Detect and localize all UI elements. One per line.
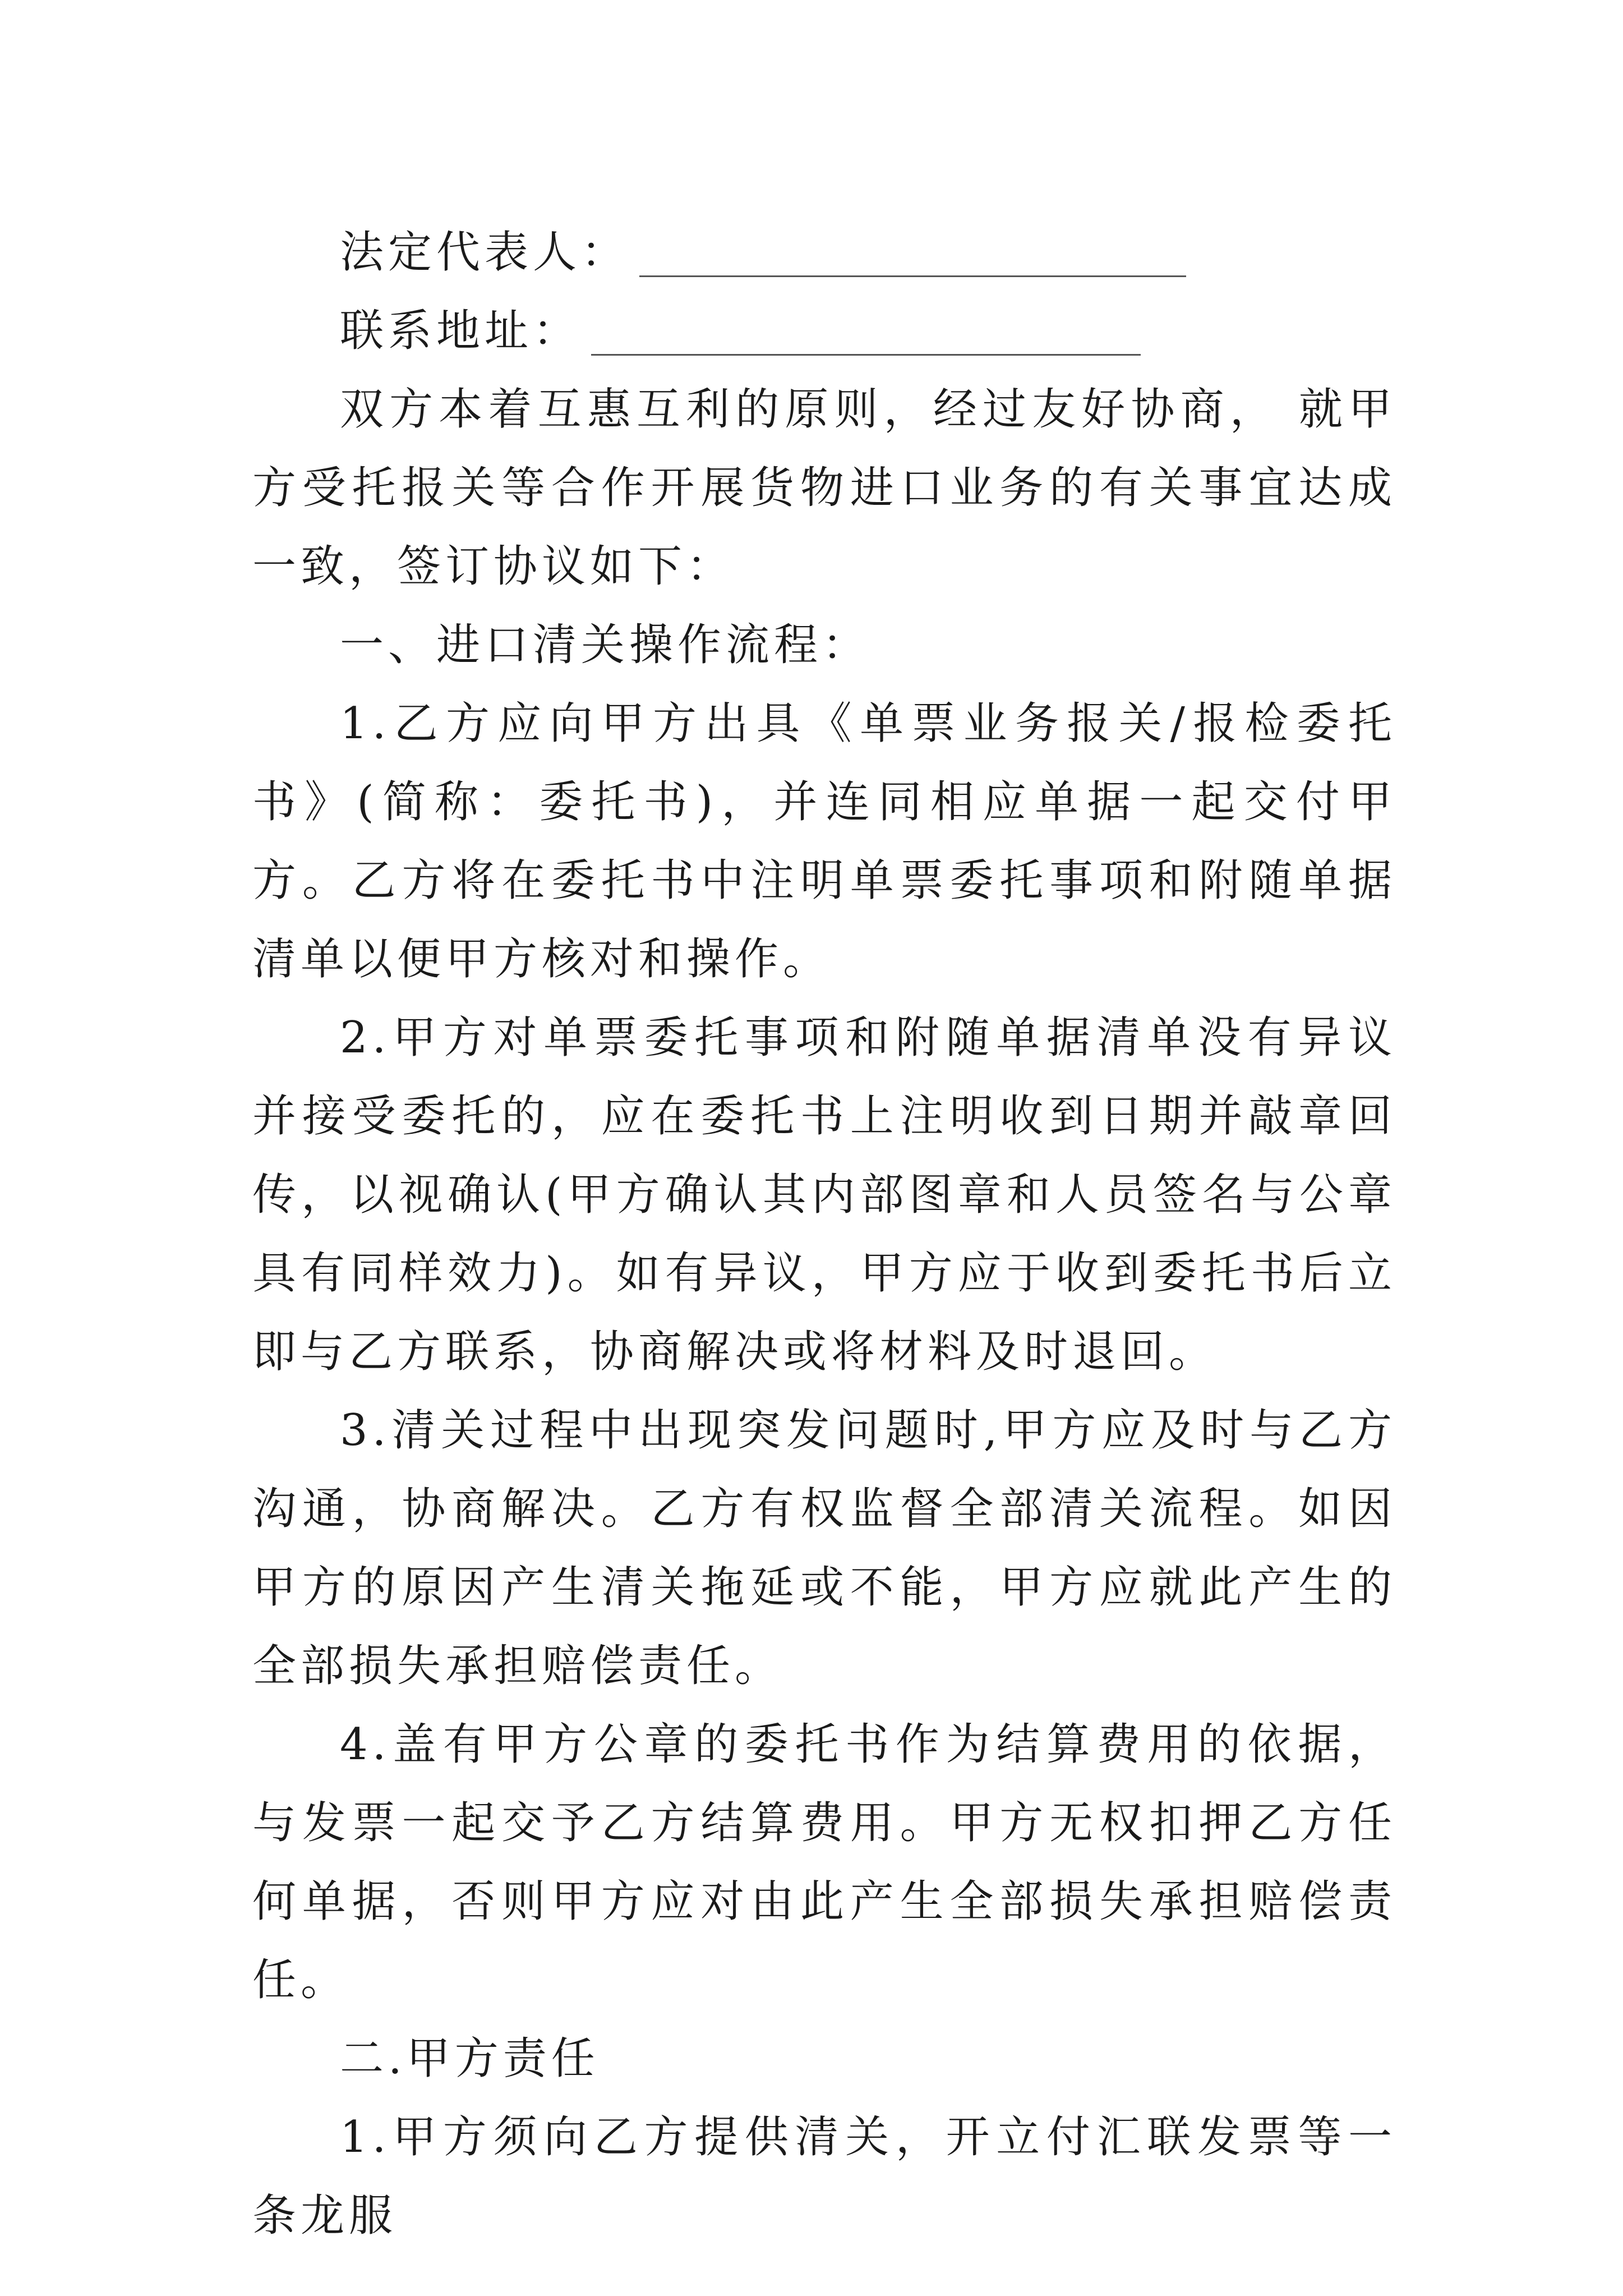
section-2-heading: 二.甲方责任 — [340, 2033, 600, 2084]
legal-representative-field — [252, 213, 1396, 292]
contact-address-field — [252, 292, 1396, 370]
intro-paragraph: 双方本着互惠互利的原则，经过友好协商， 就甲方受托报关等合作开展货物进口业务的有关事宜达成一致，签订协议如下： — [252, 384, 1396, 592]
section-1-item-2: 2.甲方对单票委托事项和附随单据清单没有异议并接受委托的，应在委托书上注明收到日期并敲章回传，以视确认(甲方确认其内部图章和人员签名与公章具有同样效力)。如有异议，甲方应于收到委托书后立即与乙方联系，协商解决或将材料及时退回。 — [252, 1013, 1396, 1377]
legal-representative-blank-line — [639, 275, 1186, 277]
section-1-item-4: 4.盖有甲方公章的委托书作为结算费用的依据，与发票一起交予乙方结算费用。甲方无权扣押乙方任何单据，否则甲方应对由此产生全部损失承担赔偿责任。 — [252, 1719, 1396, 2005]
document-body — [252, 213, 1396, 2255]
legal-representative-label: 法定代表人： — [340, 227, 630, 278]
contact-address-label: 联系地址： — [340, 306, 582, 356]
section-1-heading: 一、进口清关操作流程： — [340, 620, 871, 670]
section-2-item-1: 1.甲方须向乙方提供清关，开立付汇联发票等一条龙服 — [252, 2112, 1396, 2241]
section-1-item-3: 3.清关过程中出现突发问题时,甲方应及时与乙方沟通，协商解决。乙方有权监督全部清关流程。如因甲方的原因产生清关拖延或不能，甲方应就此产生的全部损失承担赔偿责任。 — [252, 1405, 1396, 1691]
section-1-item-1: 1.乙方应向甲方出具《单票业务报关/报检委托书》(简称：委托书)，并连同相应单据一起交付甲方。乙方将在委托书中注明单票委托事项和附随单据清单以便甲方核对和操作。 — [252, 698, 1396, 984]
contact-address-blank-line — [591, 354, 1141, 356]
